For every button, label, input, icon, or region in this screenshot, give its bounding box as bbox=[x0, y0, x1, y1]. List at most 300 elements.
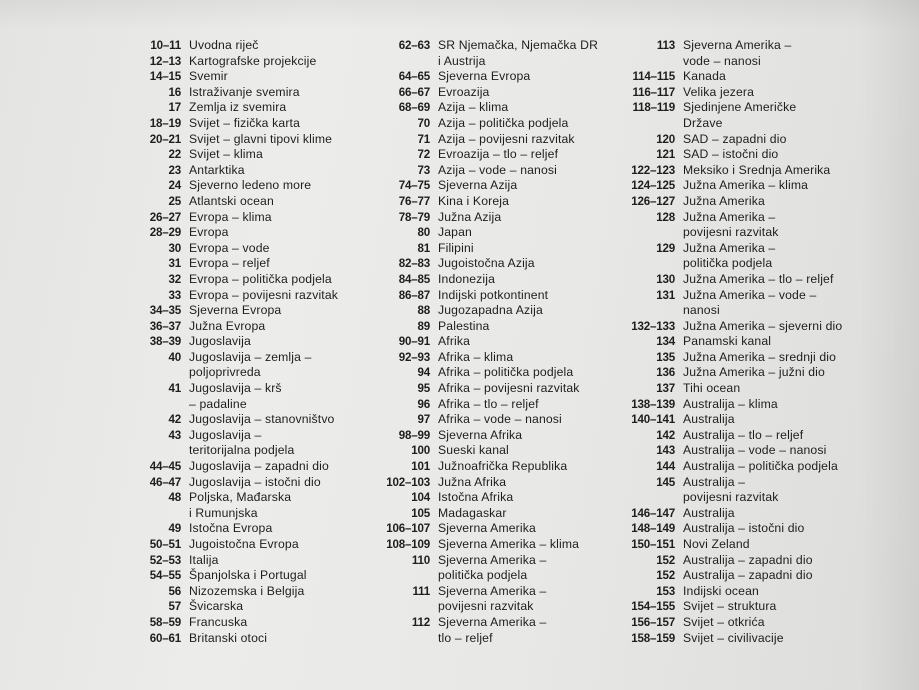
contents-entry bbox=[612, 599, 912, 615]
entry-page-number: 106–107 bbox=[386, 522, 430, 536]
entry-page-number: 20–21 bbox=[149, 132, 181, 146]
contents-entry bbox=[358, 272, 638, 288]
contents-entry bbox=[612, 38, 912, 69]
entry-title: Azija – politička podjela bbox=[438, 115, 569, 130]
contents-entry bbox=[358, 428, 638, 444]
entry-page-number: 57 bbox=[168, 600, 181, 614]
contents-entry bbox=[108, 132, 378, 148]
entry-title: Indonezija bbox=[438, 271, 496, 286]
entry-title: SAD – zapadni dio bbox=[683, 131, 787, 146]
contents-entry bbox=[612, 85, 912, 101]
contents-entry bbox=[612, 568, 912, 584]
contents-entry bbox=[612, 163, 912, 179]
entry-title: Jugoslavija – zapadni dio bbox=[189, 459, 329, 474]
entry-page-number: 121 bbox=[656, 148, 675, 162]
entry-title: Istraživanje svemira bbox=[189, 84, 300, 99]
contents-entry bbox=[358, 506, 638, 522]
entry-page-number: 48 bbox=[168, 491, 181, 505]
contents-entry bbox=[358, 350, 638, 366]
entry-title: Svijet – klima bbox=[189, 147, 263, 162]
entry-page-number: 40 bbox=[168, 350, 181, 364]
contents-entry bbox=[358, 397, 638, 413]
entry-title: Svemir bbox=[189, 69, 228, 84]
contents-entry bbox=[358, 178, 638, 194]
entry-title: SAD – istočni dio bbox=[683, 147, 779, 162]
entry-page-number: 126–127 bbox=[631, 194, 675, 208]
entry-title: Britanski otoci bbox=[189, 630, 268, 645]
contents-entry bbox=[108, 319, 378, 335]
contents-entry bbox=[358, 537, 638, 553]
contents-entry bbox=[108, 475, 378, 491]
entry-page-number: 46–47 bbox=[149, 475, 181, 489]
entry-page-number: 122–123 bbox=[631, 163, 675, 177]
entry-page-number: 96 bbox=[417, 397, 430, 411]
entry-page-number: 108–109 bbox=[386, 538, 430, 551]
entry-page-number: 26–27 bbox=[149, 210, 181, 224]
contents-entry bbox=[612, 631, 912, 647]
entry-page-number: 36–37 bbox=[149, 319, 181, 333]
entry-title: Istočna Afrika bbox=[438, 490, 514, 505]
entry-page-number: 60–61 bbox=[149, 631, 181, 645]
entry-page-number: 42 bbox=[168, 413, 181, 427]
entry-page-number: 58–59 bbox=[149, 615, 181, 629]
entry-title: Filipini bbox=[438, 240, 474, 255]
entry-title: Sjeverna Amerika bbox=[438, 521, 536, 536]
entry-title: Uvodna riječ bbox=[189, 38, 259, 52]
entry-title: Jugoslavija – teritorijalna podjela bbox=[189, 427, 295, 458]
contents-entry bbox=[612, 132, 912, 148]
entry-title: Azija – klima bbox=[438, 100, 509, 115]
entry-title: Evropa – politička podjela bbox=[189, 271, 332, 286]
entry-title: Evropa – klima bbox=[189, 209, 272, 224]
contents-entry bbox=[358, 521, 638, 537]
entry-page-number: 44–45 bbox=[149, 460, 181, 474]
entry-title: Australija – istočni dio bbox=[683, 521, 805, 536]
contents-entry bbox=[358, 210, 638, 226]
entry-page-number: 120 bbox=[656, 132, 675, 146]
contents-entry bbox=[358, 288, 638, 304]
entry-page-number: 152 bbox=[656, 553, 675, 567]
entry-title: Afrika – tlo – reljef bbox=[438, 396, 539, 411]
contents-entry bbox=[108, 241, 378, 257]
entry-page-number: 64–65 bbox=[398, 70, 430, 84]
entry-title: Azija – povijesni razvitak bbox=[438, 131, 575, 146]
entry-page-number: 14–15 bbox=[149, 70, 181, 84]
entry-page-number: 78–79 bbox=[398, 210, 430, 224]
entry-page-number: 152 bbox=[656, 569, 675, 583]
entry-title: Afrika bbox=[438, 334, 471, 349]
contents-entry bbox=[358, 100, 638, 116]
entry-title: Velika jezera bbox=[683, 84, 755, 99]
entry-title: Južna Amerika – politička podjela bbox=[683, 240, 776, 271]
contents-entry bbox=[612, 334, 912, 350]
entry-page-number: 97 bbox=[417, 413, 430, 427]
entry-page-number: 129 bbox=[656, 241, 675, 255]
entry-title: Jugoslavija – krš – padaline bbox=[189, 381, 282, 411]
entry-page-number: 41 bbox=[168, 382, 181, 396]
contents-entry bbox=[358, 584, 638, 615]
entry-title: Indijski potkontinent bbox=[438, 287, 549, 302]
entry-title: Australija – povijesni razvitak bbox=[683, 474, 779, 505]
contents-entry bbox=[108, 116, 378, 132]
entry-page-number: 81 bbox=[417, 241, 430, 255]
entry-page-number: 140–141 bbox=[631, 413, 675, 427]
contents-entry bbox=[358, 443, 638, 459]
entry-page-number: 112 bbox=[411, 615, 430, 629]
entry-page-number: 73 bbox=[417, 163, 430, 177]
entry-page-number: 22 bbox=[168, 148, 181, 162]
contents-entry bbox=[108, 553, 378, 569]
contents-entry bbox=[358, 194, 638, 210]
entry-title: Sjeverna Amerika – politička podjela bbox=[438, 552, 547, 583]
contents-entry bbox=[108, 194, 378, 210]
contents-entry bbox=[612, 210, 912, 241]
entry-page-number: 84–85 bbox=[398, 272, 430, 286]
entry-title: Evropa bbox=[189, 225, 229, 240]
entry-page-number: 142 bbox=[656, 428, 675, 442]
contents-entry bbox=[108, 599, 378, 615]
contents-entry bbox=[612, 350, 912, 366]
entry-page-number: 132–133 bbox=[631, 319, 675, 333]
contents-entry bbox=[108, 631, 378, 647]
entry-page-number: 71 bbox=[417, 132, 430, 146]
entry-page-number: 70 bbox=[417, 116, 430, 130]
contents-entry bbox=[612, 443, 912, 459]
entry-title: Jugoslavija bbox=[189, 334, 251, 349]
contents-entry bbox=[358, 85, 638, 101]
entry-title: Svijet – otkrića bbox=[683, 614, 765, 629]
contents-column-2 bbox=[358, 38, 638, 646]
entry-page-number: 135 bbox=[656, 350, 675, 364]
entry-page-number: 86–87 bbox=[398, 288, 430, 302]
entry-title: Afrika – vode – nanosi bbox=[438, 412, 562, 427]
contents-entry bbox=[108, 85, 378, 101]
entry-title: Južna Amerika – srednji dio bbox=[683, 349, 837, 364]
contents-entry bbox=[612, 288, 912, 319]
entry-page-number: 131 bbox=[656, 288, 675, 302]
entry-page-number: 146–147 bbox=[631, 506, 675, 520]
contents-entry bbox=[358, 365, 638, 381]
entry-page-number: 68–69 bbox=[398, 101, 430, 115]
entry-title: Australija – klima bbox=[683, 396, 778, 411]
entry-page-number: 62–63 bbox=[398, 39, 430, 52]
entry-title: Južna Evropa bbox=[189, 318, 266, 333]
entry-page-number: 54–55 bbox=[149, 569, 181, 583]
contents-entry bbox=[612, 584, 912, 600]
entry-title: Južna Amerika – tlo – reljef bbox=[683, 271, 834, 286]
entry-title: Novi Zeland bbox=[683, 537, 750, 551]
entry-title: Australija – zapadni dio bbox=[683, 568, 813, 583]
entry-title: Svijet – struktura bbox=[683, 599, 777, 614]
contents-entry bbox=[108, 147, 378, 163]
entry-page-number: 113 bbox=[656, 39, 675, 52]
contents-entry bbox=[358, 225, 638, 241]
contents-entry bbox=[108, 100, 378, 116]
entry-page-number: 101 bbox=[411, 460, 430, 474]
contents-entry bbox=[358, 381, 638, 397]
entry-page-number: 150–151 bbox=[631, 538, 675, 551]
entry-title: Sjeverno ledeno more bbox=[189, 178, 312, 193]
entry-title: Madagaskar bbox=[438, 505, 507, 520]
entry-page-number: 148–149 bbox=[631, 522, 675, 536]
contents-column-3 bbox=[612, 38, 912, 646]
entry-title: Sjeverna Evropa bbox=[438, 69, 531, 84]
entry-title: Sjeverna Amerika – povijesni razvitak bbox=[438, 583, 547, 614]
contents-entry bbox=[358, 475, 638, 491]
entry-title: Evroazija – tlo – reljef bbox=[438, 147, 559, 162]
entry-page-number: 144 bbox=[656, 460, 675, 474]
entry-title: Antarktika bbox=[189, 162, 245, 177]
entry-title: Švicarska bbox=[189, 599, 244, 614]
entry-page-number: 100 bbox=[411, 444, 430, 458]
contents-entry bbox=[108, 490, 378, 521]
entry-title: Jugoslavija – istočni dio bbox=[189, 474, 321, 489]
entry-page-number: 130 bbox=[656, 272, 675, 286]
contents-entry bbox=[612, 428, 912, 444]
contents-entry bbox=[108, 225, 378, 241]
entry-title: Južna Amerika – sjeverni dio bbox=[683, 318, 843, 333]
entry-title: Južna Azija bbox=[438, 209, 502, 224]
entry-title: Jugoslavija – zemlja – poljoprivreda bbox=[189, 349, 312, 380]
contents-entry bbox=[612, 178, 912, 194]
entry-page-number: 56 bbox=[168, 584, 181, 598]
entry-page-number: 28–29 bbox=[149, 226, 181, 240]
entry-page-number: 32 bbox=[168, 272, 181, 286]
contents-entry bbox=[358, 132, 638, 148]
entry-title: Azija – vode – nanosi bbox=[438, 162, 558, 177]
contents-entry bbox=[612, 615, 912, 631]
entry-title: Jugoistočna Azija bbox=[438, 256, 535, 271]
entry-title: Evropa – reljef bbox=[189, 256, 270, 271]
entry-title: Svijet – glavni tipovi klime bbox=[189, 131, 333, 146]
contents-entry bbox=[108, 210, 378, 226]
entry-title: Australija bbox=[683, 412, 735, 427]
entry-page-number: 74–75 bbox=[398, 179, 430, 193]
entry-page-number: 134 bbox=[656, 335, 675, 349]
contents-entry bbox=[612, 272, 912, 288]
entry-page-number: 143 bbox=[656, 444, 675, 458]
entry-page-number: 49 bbox=[168, 522, 181, 536]
contents-entry bbox=[108, 288, 378, 304]
contents-entry bbox=[108, 428, 378, 459]
entry-title: Istočna Evropa bbox=[189, 521, 273, 536]
entry-page-number: 24 bbox=[168, 179, 181, 193]
entry-title: Kanada bbox=[683, 69, 726, 84]
entry-page-number: 153 bbox=[656, 584, 675, 598]
entry-title: Sjeverna Evropa bbox=[189, 303, 282, 318]
entry-page-number: 92–93 bbox=[398, 350, 430, 364]
contents-entry bbox=[358, 256, 638, 272]
entry-title: Zemlja iz svemira bbox=[189, 100, 287, 115]
contents-entry bbox=[612, 412, 912, 428]
entry-page-number: 30 bbox=[168, 241, 181, 255]
entry-page-number: 137 bbox=[656, 382, 675, 396]
entry-title: Australija – tlo – reljef bbox=[683, 427, 804, 442]
entry-title: Palestina bbox=[438, 318, 490, 333]
entry-title: Japan bbox=[438, 225, 472, 240]
contents-entry bbox=[108, 537, 378, 553]
entry-page-number: 102–103 bbox=[386, 475, 430, 489]
entry-page-number: 50–51 bbox=[149, 538, 181, 551]
entry-title: Sjeverna Afrika bbox=[438, 427, 523, 442]
contents-column-1 bbox=[108, 38, 378, 646]
contents-entry bbox=[612, 147, 912, 163]
contents-entry bbox=[358, 116, 638, 132]
entry-page-number: 138–139 bbox=[631, 397, 675, 411]
contents-entry bbox=[612, 475, 912, 506]
entry-page-number: 25 bbox=[168, 194, 181, 208]
contents-entry bbox=[358, 459, 638, 475]
entry-page-number: 66–67 bbox=[398, 85, 430, 99]
contents-entry bbox=[358, 412, 638, 428]
contents-entry bbox=[612, 241, 912, 272]
contents-entry bbox=[358, 334, 638, 350]
contents-entry bbox=[108, 350, 378, 381]
contents-entry bbox=[358, 615, 638, 646]
entry-page-number: 10–11 bbox=[150, 39, 181, 52]
entry-title: Afrika – klima bbox=[438, 349, 514, 364]
entry-page-number: 43 bbox=[168, 428, 181, 442]
entry-title: Južna Afrika bbox=[438, 474, 507, 489]
contents-entry bbox=[108, 459, 378, 475]
entry-title: Indijski ocean bbox=[683, 583, 759, 598]
entry-page-number: 95 bbox=[417, 382, 430, 396]
contents-entry bbox=[108, 69, 378, 85]
entry-title: Kartografske projekcije bbox=[189, 53, 317, 68]
contents-entry bbox=[612, 506, 912, 522]
contents-entry bbox=[108, 163, 378, 179]
contents-entry bbox=[358, 490, 638, 506]
entry-title: Sjeverna Amerika – tlo – reljef bbox=[438, 614, 547, 645]
contents-entry bbox=[612, 397, 912, 413]
entry-page-number: 116–117 bbox=[632, 85, 675, 99]
entry-page-number: 12–13 bbox=[149, 54, 181, 68]
entry-title: Južna Amerika bbox=[683, 193, 765, 208]
entry-title: Sjedinjene Američke Države bbox=[683, 100, 797, 130]
entry-title: Afrika – politička podjela bbox=[438, 365, 574, 380]
entry-title: Južna Amerika – južni dio bbox=[683, 365, 825, 380]
entry-title: Svijet – fizička karta bbox=[189, 115, 300, 130]
entry-page-number: 16 bbox=[168, 85, 181, 99]
entry-page-number: 80 bbox=[417, 226, 430, 240]
contents-entry bbox=[108, 584, 378, 600]
entry-title: Australija – politička podjela bbox=[683, 459, 838, 474]
entry-page-number: 38–39 bbox=[149, 335, 181, 349]
entry-title: Poljska, Mađarska i Rumunjska bbox=[189, 490, 292, 520]
contents-entry bbox=[108, 615, 378, 631]
contents-entry bbox=[358, 69, 638, 85]
entry-page-number: 104 bbox=[411, 491, 430, 505]
entry-page-number: 94 bbox=[417, 366, 430, 380]
entry-title: Svijet – civilivacije bbox=[683, 630, 784, 645]
contents-entry bbox=[612, 100, 912, 131]
entry-title: Jugozapadna Azija bbox=[438, 303, 543, 318]
contents-entry bbox=[612, 381, 912, 397]
entry-title: Tihi ocean bbox=[683, 381, 741, 396]
entry-page-number: 76–77 bbox=[398, 194, 430, 208]
entry-page-number: 154–155 bbox=[631, 600, 675, 614]
entry-page-number: 105 bbox=[411, 506, 430, 520]
entry-title: Italija bbox=[189, 552, 219, 567]
contents-entry bbox=[358, 553, 638, 584]
contents-entry bbox=[358, 241, 638, 257]
contents-entry bbox=[108, 412, 378, 428]
contents-entry bbox=[612, 194, 912, 210]
entry-title: Španjolska i Portugal bbox=[189, 568, 307, 583]
contents-entry bbox=[108, 334, 378, 350]
entry-title: Evropa – povijesni razvitak bbox=[189, 287, 339, 302]
entry-page-number: 128 bbox=[656, 210, 675, 224]
entry-page-number: 136 bbox=[656, 366, 675, 380]
contents-entry bbox=[358, 319, 638, 335]
entry-title: Australija – zapadni dio bbox=[683, 552, 813, 567]
entry-title: Evroazija bbox=[438, 84, 490, 99]
entry-title: Sjeverna Amerika – vode – nanosi bbox=[683, 38, 792, 68]
contents-entry bbox=[612, 553, 912, 569]
entry-page-number: 114–115 bbox=[632, 70, 675, 84]
entry-title: Australija bbox=[683, 505, 735, 520]
contents-entry bbox=[108, 521, 378, 537]
page-shadow bbox=[0, 0, 919, 30]
entry-title: Afrika – povijesni razvitak bbox=[438, 381, 580, 396]
entry-title: SR Njemačka, Njemačka DR i Austrija bbox=[438, 38, 599, 68]
contents-entry bbox=[612, 521, 912, 537]
contents-entry bbox=[108, 38, 378, 54]
contents-entry bbox=[108, 256, 378, 272]
contents-entry bbox=[612, 459, 912, 475]
entry-page-number: 88 bbox=[417, 304, 430, 318]
contents-entry bbox=[612, 69, 912, 85]
contents-entry bbox=[358, 38, 638, 69]
entry-page-number: 158–159 bbox=[631, 631, 675, 645]
entry-title: Sjeverna Azija bbox=[438, 178, 518, 193]
entry-title: Sueski kanal bbox=[438, 443, 509, 458]
entry-title: Južna Amerika – klima bbox=[683, 178, 809, 193]
contents-entry bbox=[358, 163, 638, 179]
entry-title: Južna Amerika – povijesni razvitak bbox=[683, 209, 779, 240]
entry-title: Panamski kanal bbox=[683, 334, 772, 349]
contents-entry bbox=[358, 303, 638, 319]
entry-page-number: 33 bbox=[168, 288, 181, 302]
entry-page-number: 23 bbox=[168, 163, 181, 177]
contents-entry bbox=[108, 54, 378, 70]
entry-page-number: 34–35 bbox=[149, 304, 181, 318]
entry-page-number: 82–83 bbox=[398, 257, 430, 271]
contents-entry bbox=[612, 365, 912, 381]
entry-title: Evropa – vode bbox=[189, 240, 270, 255]
entry-title: Francuska bbox=[189, 614, 248, 629]
entry-page-number: 90–91 bbox=[398, 335, 430, 349]
entry-title: Sjeverna Amerika – klima bbox=[438, 537, 580, 551]
entry-page-number: 89 bbox=[417, 319, 430, 333]
entry-title: Atlantski ocean bbox=[189, 193, 274, 208]
entry-page-number: 111 bbox=[412, 584, 430, 598]
entry-page-number: 110 bbox=[411, 553, 430, 567]
entry-title: Jugoistočna Evropa bbox=[189, 537, 299, 551]
entry-page-number: 124–125 bbox=[631, 179, 675, 193]
entry-page-number: 98–99 bbox=[398, 428, 430, 442]
entry-page-number: 31 bbox=[168, 257, 181, 271]
entry-title: Južna Amerika – vode – nanosi bbox=[683, 287, 817, 318]
contents-entry bbox=[612, 537, 912, 553]
entry-page-number: 72 bbox=[417, 148, 430, 162]
entry-title: Kina i Koreja bbox=[438, 193, 510, 208]
entry-title: Južnoafrička Republika bbox=[438, 459, 568, 474]
contents-entry bbox=[612, 319, 912, 335]
entry-page-number: 145 bbox=[656, 475, 675, 489]
contents-entry bbox=[108, 381, 378, 412]
entry-title: Jugoslavija – stanovništvo bbox=[189, 412, 335, 427]
